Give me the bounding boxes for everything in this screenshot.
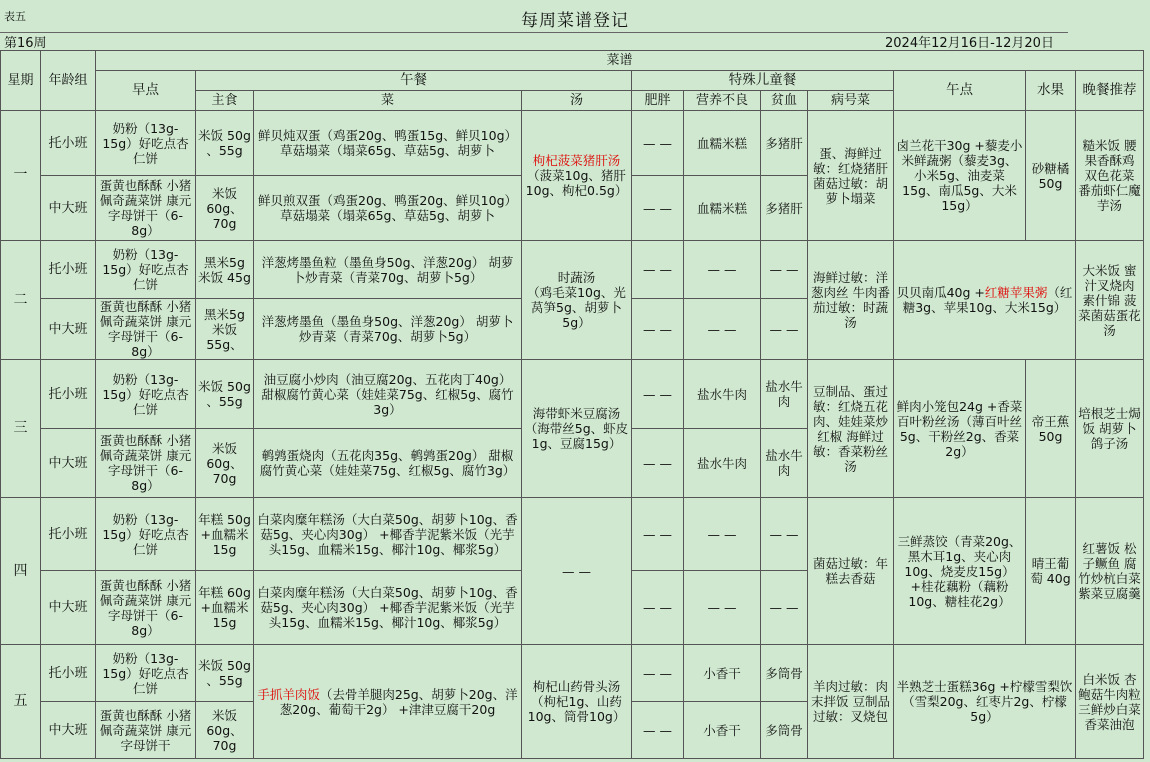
anemia-cell: 盐水牛肉 [761, 360, 808, 429]
staple-cell: 米饭 50g 、55g [196, 360, 254, 429]
page-title: 每周菜谱登记 [521, 11, 629, 31]
fruit-cell: 砂糖橘 50g [1026, 111, 1076, 241]
breakfast-cell: 奶粉（13g-15g）好吃点杏仁饼 [96, 241, 196, 299]
anemia-cell: — — [761, 498, 808, 571]
soup-name: 时蔬汤 [557, 270, 596, 285]
header-obese: 肥胖 [632, 91, 684, 111]
header-breakfast: 早点 [96, 71, 196, 111]
dinner-cell: 培根芝士焗饭 胡萝卜鸽子汤 [1076, 360, 1144, 498]
header-special-meals: 特殊儿童餐 [632, 71, 894, 91]
week-label: 第16周 [4, 36, 47, 51]
snack-cell: 鲜肉小笼包24g +香菜百叶粉丝汤（薄百叶丝5g、干粉丝2g、香菜2g） [894, 360, 1026, 498]
fruit-cell: 帝王蕉 50g [1026, 360, 1076, 498]
soup-cell [522, 645, 632, 759]
soup-detail: （菠菜10g、猪肝10g、枸杞0.5g） [525, 168, 628, 198]
snack-cell: 卤兰花干30g +藜麦小米鲜蔬粥（藜麦3g、小米5g、油麦菜15g、南瓜5g、大米15g） [894, 111, 1026, 241]
dish-cell [254, 645, 522, 759]
malnutrition-cell: 血糯米糕 [684, 176, 761, 241]
dish-cell: 白菜肉糜年糕汤（大白菜50g、胡萝卜10g、香菇5g、夹心肉30g） +椰香芋泥紫米饭（光芋头15g、血糯米15g、椰汁10g、椰浆5g） [254, 571, 522, 645]
header-day: 星期 [1, 51, 41, 111]
group-cell: 中大班 [41, 429, 96, 498]
header-sick-meal: 病号菜 [808, 91, 894, 111]
staple-cell: 米饭 60g、70g [196, 176, 254, 241]
table-row [1, 111, 1144, 176]
menu-table [0, 50, 1144, 759]
day-cell: 五 [1, 645, 41, 759]
date-range: 2024年12月16日-12月20日 [885, 36, 1054, 51]
malnutrition-cell: — — [684, 498, 761, 571]
snack-cell: 半熟芝士蛋糕36g +柠檬雪梨饮（雪梨20g、红枣片2g、柠檬5g） [894, 645, 1076, 759]
obese-cell: — — [632, 176, 684, 241]
table-row [1, 498, 1144, 571]
dish-cell: 鲜贝炖双蛋（鸡蛋20g、鸭蛋15g、鲜贝10g） 草菇塌菜（塌菜65g、草菇5g、胡萝卜 [254, 111, 522, 176]
soup-name: 枸杞菠菜猪肝汤 [532, 153, 621, 168]
obese-cell: — — [632, 571, 684, 645]
malnutrition-cell: — — [684, 299, 761, 360]
table-row [1, 645, 1144, 702]
soup-cell [522, 241, 632, 360]
malnutrition-cell: — — [684, 571, 761, 645]
info-bar [0, 32, 1150, 50]
soup-cell [522, 498, 632, 645]
breakfast-cell: 蛋黄也酥酥 小猪佩奇蔬菜饼 康元字母饼干（6-8g） [96, 429, 196, 498]
sick-meal-cell: 羊肉过敏：肉末拌饭 豆制品过敏：叉烧包 [808, 645, 894, 759]
malnutrition-cell: 小香干 [684, 702, 761, 759]
dinner-cell: 红薯饭 松子鳜鱼 腐竹炒杭白菜 紫菜豆腐羹 [1076, 498, 1144, 645]
sick-meal-cell: 菌菇过敏：年糕去香菇 [808, 498, 894, 645]
obese-cell: — — [632, 111, 684, 176]
header-menu: 菜谱 [96, 51, 1144, 71]
dish-cell: 油豆腐小炒肉（油豆腐20g、五花肉丁40g） 甜椒腐竹黄心菜（娃娃菜75g、红椒5g、腐竹3g） [254, 360, 522, 429]
anemia-cell: 多筒骨 [761, 702, 808, 759]
breakfast-cell: 奶粉（13g-15g）好吃点杏仁饼 [96, 111, 196, 176]
soup-name: — — [562, 563, 591, 579]
snack-highlight: 红糖苹果粥 [984, 285, 1048, 300]
group-cell: 中大班 [41, 176, 96, 241]
dinner-cell: 糙米饭 腰果香酥鸡 双色花菜 番茄虾仁魔芋汤 [1076, 111, 1144, 241]
obese-cell: — — [632, 702, 684, 759]
group-cell: 托小班 [41, 241, 96, 299]
obese-cell: — — [632, 429, 684, 498]
dish-highlight: 手抓羊肉饭 [257, 686, 320, 702]
day-cell: 三 [1, 360, 41, 498]
header-age-group: 年龄组 [41, 51, 96, 111]
dinner-cell: 大米饭 蜜汁叉烧肉 素什锦 菠菜菌菇蛋花汤 [1076, 241, 1144, 360]
group-cell: 托小班 [41, 645, 96, 702]
header-soup: 汤 [522, 91, 632, 111]
soup-name: 海带虾米豆腐汤 [532, 406, 621, 421]
group-cell: 托小班 [41, 111, 96, 176]
snack-detail: （红糖3g、苹果10g、大米15g） [902, 285, 1073, 315]
soup-cell [522, 111, 632, 241]
sick-meal-cell: 豆制品、蛋过敏：红烧五花肉、娃娃菜炒红椒 海鲜过敏：香菜粉丝汤 [808, 360, 894, 498]
staple-cell: 米饭 50g 、55g [196, 645, 254, 702]
staple-cell: 黑米5g 米饭 45g [196, 241, 254, 299]
staple-cell: 黑米5g 米饭 55g、 [196, 299, 254, 360]
anemia-cell: 多筒骨 [761, 645, 808, 702]
soup-cell [522, 360, 632, 498]
header-snack: 午点 [894, 71, 1026, 111]
staple-cell: 米饭 60g、70g [196, 429, 254, 498]
dish-detail: （去骨羊腿肉25g、胡萝卜20g、洋葱20g、葡萄干2g） +津津豆腐干20g [279, 686, 518, 717]
malnutrition-cell: 盐水牛肉 [684, 360, 761, 429]
dish-cell: 洋葱烤墨鱼（墨鱼身50g、洋葱20g） 胡萝卜炒青菜（青菜70g、胡萝卜5g） [254, 299, 522, 360]
group-cell: 中大班 [41, 702, 96, 759]
header-dinner: 晚餐推荐 [1076, 71, 1144, 111]
anemia-cell: 盐水牛肉 [761, 429, 808, 498]
obese-cell: — — [632, 241, 684, 299]
group-cell: 托小班 [41, 498, 96, 571]
title-bar [0, 0, 1150, 32]
breakfast-cell: 蛋黄也酥酥 小猪佩奇蔬菜饼 康元字母饼干（6-8g） [96, 176, 196, 241]
obese-cell: — — [632, 360, 684, 429]
malnutrition-cell: 盐水牛肉 [684, 429, 761, 498]
group-cell: 托小班 [41, 360, 96, 429]
breakfast-cell: 奶粉（13g-15g）好吃点杏仁饼 [96, 498, 196, 571]
header-dish: 菜 [254, 91, 522, 111]
group-cell: 中大班 [41, 299, 96, 360]
obese-cell: — — [632, 299, 684, 360]
anemia-cell: 多猪肝 [761, 111, 808, 176]
dish-cell: 白菜肉糜年糕汤（大白菜50g、胡萝卜10g、香菇5g、夹心肉30g） +椰香芋泥紫米饭（光芋头15g、血糯米15g、椰汁10g、椰浆5g） [254, 498, 522, 571]
malnutrition-cell: — — [684, 241, 761, 299]
header-lunch: 午餐 [196, 71, 632, 91]
dish-cell: 鲜贝煎双蛋（鸡蛋20g、鸭蛋20g、鲜贝10g） 草菇塌菜（塌菜65g、草菇5g、胡萝卜 [254, 176, 522, 241]
staple-cell: 年糕 50g +血糯米15g [196, 498, 254, 571]
table-row [1, 241, 1144, 299]
malnutrition-cell: 小香干 [684, 645, 761, 702]
day-cell: 一 [1, 111, 41, 241]
soup-detail: （枸杞1g、山药10g、筒骨10g） [527, 694, 626, 724]
anemia-cell: — — [761, 241, 808, 299]
snack-text: 贝贝南瓜40g + [896, 285, 985, 300]
dish-cell: 洋葱烤墨鱼粒（墨鱼身50g、洋葱20g） 胡萝卜炒青菜（青菜70g、胡萝卜5g） [254, 241, 522, 299]
anemia-cell: — — [761, 571, 808, 645]
breakfast-cell: 蛋黄也酥酥 小猪佩奇蔬菜饼 康元字母饼干（6-8g） [96, 571, 196, 645]
header-staple: 主食 [196, 91, 254, 111]
snack-cell: 三鲜蒸饺（青菜20g、黑木耳1g、夹心肉10g、烧麦皮15g） +桂花藕粉（藕粉10g、糖桂花2g） [894, 498, 1026, 645]
staple-cell: 年糕 60g +血糯米15g [196, 571, 254, 645]
soup-detail: （鸡毛菜10g、光莴笋5g、胡萝卜5g） [527, 285, 626, 330]
header-fruit: 水果 [1026, 71, 1076, 111]
malnutrition-cell: 血糯米糕 [684, 111, 761, 176]
day-cell: 四 [1, 498, 41, 645]
staple-cell: 米饭 50g 、55g [196, 111, 254, 176]
breakfast-cell: 蛋黄也酥酥 小猪佩奇蔬菜饼 康元字母饼干（6-8g） [96, 299, 196, 360]
table-row [1, 360, 1144, 429]
staple-cell: 米饭 60g、70g [196, 702, 254, 759]
breakfast-cell: 奶粉（13g-15g）好吃点杏仁饼 [96, 360, 196, 429]
dish-cell: 鹌鹑蛋烧肉（五花肉35g、鹌鹑蛋20g） 甜椒腐竹黄心菜（娃娃菜75g、红椒5g、腐竹3g） [254, 429, 522, 498]
obese-cell: — — [632, 645, 684, 702]
fruit-cell: 晴王葡萄 40g [1026, 498, 1076, 645]
breakfast-cell: 奶粉（13g-15g）好吃点杏仁饼 [96, 645, 196, 702]
day-cell: 二 [1, 241, 41, 360]
snack-cell [894, 241, 1076, 360]
soup-name: 枸杞山药骨头汤 [532, 679, 621, 694]
obese-cell: — — [632, 498, 684, 571]
sick-meal-cell: 蛋、海鲜过敏：红烧猪肝 菌菇过敏：胡萝卜塌菜 [808, 111, 894, 241]
soup-detail: （海带丝5g、虾皮1g、豆腐15g） [524, 421, 629, 451]
anemia-cell: 多猪肝 [761, 176, 808, 241]
group-cell: 中大班 [41, 571, 96, 645]
sheet-label: 表五 [4, 10, 26, 23]
dinner-cell: 白米饭 杏鲍菇牛肉粒 三鲜炒白菜 香菜油泡 [1076, 645, 1144, 759]
header-malnutrition: 营养不良 [684, 91, 761, 111]
anemia-cell: — — [761, 299, 808, 360]
header-anemia: 贫血 [761, 91, 808, 111]
breakfast-cell: 蛋黄也酥酥 小猪佩奇蔬菜饼 康元字母饼干 [96, 702, 196, 759]
sick-meal-cell: 海鲜过敏：洋葱肉丝 牛肉番茄过敏：时蔬汤 [808, 241, 894, 360]
